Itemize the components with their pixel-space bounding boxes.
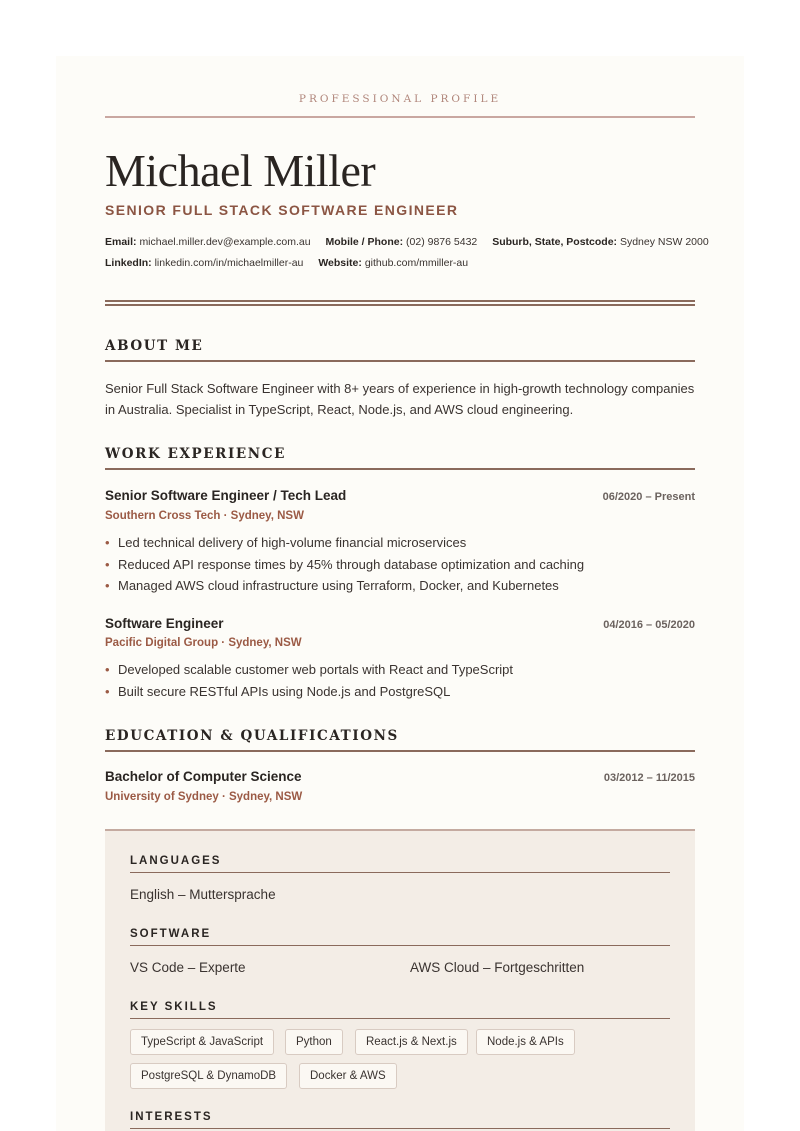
job-1-header — [105, 488, 695, 503]
interests-heading: INTERESTS — [130, 1111, 670, 1129]
profile-eyebrow: PROFESSIONAL PROFILE — [298, 93, 502, 105]
list-item: • Developed scalable customer web portals with React and TypeScript — [105, 659, 695, 681]
list-item: • Managed AWS cloud infrastructure using Terraform, Docker, and Kubernetes — [105, 575, 695, 597]
resume-page — [56, 56, 744, 1131]
job-1-role: Senior Software Engineer / Tech Lead — [105, 488, 347, 503]
skill-chip: TypeScript & JavaScript — [130, 1029, 274, 1055]
education-1-dates: 03/2012 – 11/2015 — [603, 772, 695, 784]
job-2-header — [105, 616, 695, 631]
skill-chip: PostgreSQL & DynamoDB — [130, 1063, 287, 1089]
experience-heading: WORK EXPERIENCE — [105, 446, 695, 470]
education-heading: EDUCATION & QUALIFICATIONS — [105, 728, 695, 752]
skill-chip: Docker & AWS — [299, 1063, 397, 1089]
contact-row-2 — [105, 257, 480, 269]
job-1-org: Southern Cross Tech · Sydney, NSW — [105, 510, 304, 522]
software-item: VS Code – Experte — [130, 960, 246, 975]
contact-email[interactable]: Email: michael.miller.dev@example.com.au — [105, 236, 311, 248]
top-divider — [105, 116, 695, 118]
software-heading: SOFTWARE — [130, 928, 670, 946]
education-1-degree: Bachelor of Computer Science — [105, 769, 302, 784]
contact-website[interactable]: Website: github.com/mmiller-au — [318, 257, 469, 269]
candidate-title: SENIOR FULL STACK SOFTWARE ENGINEER — [105, 202, 459, 218]
contact-location: Suburb, State, Postcode: Sydney NSW 2000 — [492, 236, 709, 248]
skills-heading: KEY SKILLS — [130, 1001, 670, 1019]
job-2-dates: 04/2016 – 05/2020 — [603, 619, 695, 631]
header-double-divider — [105, 300, 695, 306]
skill-chip: React.js & Next.js — [355, 1029, 468, 1055]
contact-linkedin[interactable]: LinkedIn: linkedin.com/in/michaelmiller-au — [105, 257, 304, 269]
job-1-bullets — [105, 532, 695, 597]
about-heading: ABOUT ME — [105, 338, 695, 362]
list-item: • Reduced API response times by 45% through database optimization and caching — [105, 554, 695, 576]
language-item: English – Muttersprache — [130, 887, 276, 902]
languages-heading: LANGUAGES — [130, 855, 670, 873]
education-1-org: University of Sydney · Sydney, NSW — [105, 791, 303, 803]
job-2-bullets — [105, 659, 695, 702]
list-item: • Led technical delivery of high-volume financial microservices — [105, 532, 695, 554]
job-2-org: Pacific Digital Group · Sydney, NSW — [105, 637, 302, 649]
sidebar-panel — [105, 829, 695, 1131]
job-1-dates: 06/2020 – Present — [602, 491, 695, 503]
education-1-header — [105, 769, 695, 784]
about-text: Senior Full Stack Software Engineer with 8+ years of experience in high-growth technology companies in Australia. Specialist in TypeScript, React, Node.js, and AWS cloud engineering. — [105, 381, 695, 417]
software-item: AWS Cloud – Fortgeschritten — [410, 960, 585, 975]
skill-chip: Node.js & APIs — [476, 1029, 575, 1055]
job-2-role: Software Engineer — [105, 616, 224, 631]
list-item: • Built secure RESTful APIs using Node.js and PostgreSQL — [105, 681, 695, 703]
candidate-name: Michael Miller — [105, 145, 376, 196]
skill-chip: Python — [285, 1029, 343, 1055]
contact-phone[interactable]: Mobile / Phone: (02) 9876 5432 — [325, 236, 478, 248]
contact-row-1 — [105, 236, 721, 248]
